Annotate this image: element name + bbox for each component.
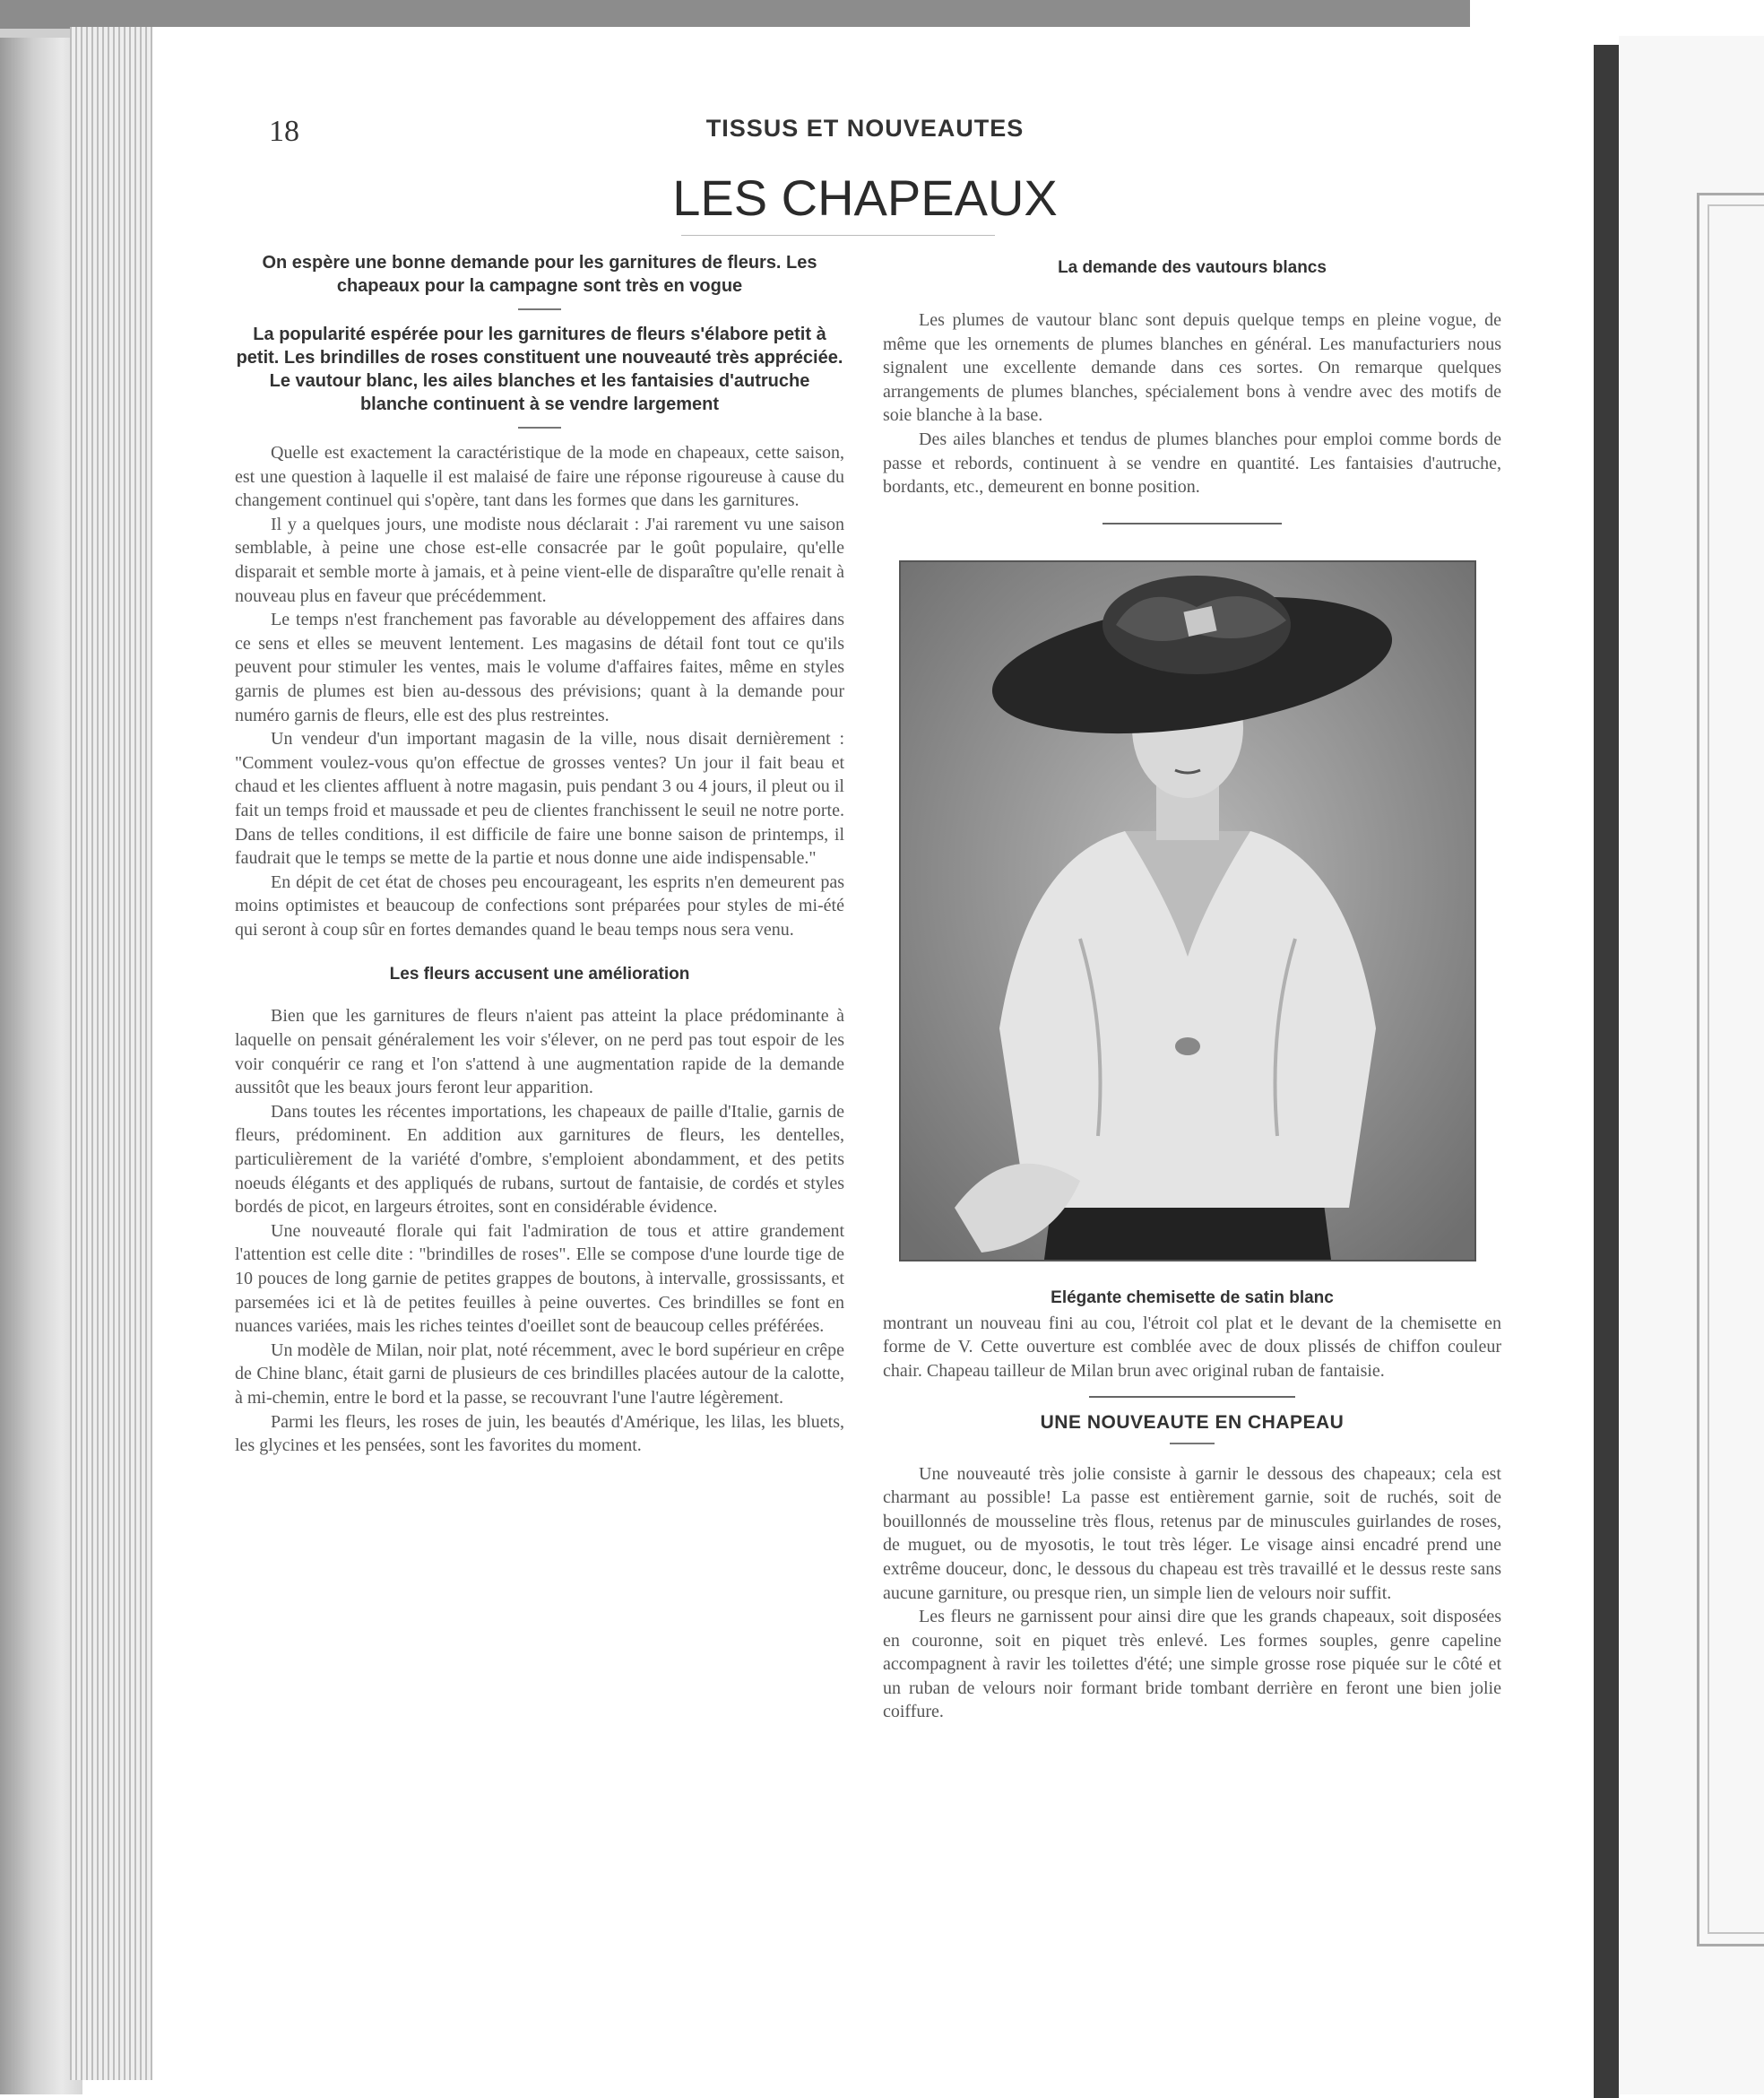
- page-number: 18: [269, 115, 299, 148]
- paragraph: Les plumes de vautour blanc sont depuis quelque temps en pleine vogue, de même que les ornements de plumes blanches en général. Les manufacturiers nous signalent une excellente demande dans ces sortes. On remarque quelques arrangements de plumes blanches, spécialement bons à vendre avec des motifs de soie blanche à la base.: [883, 310, 1501, 426]
- paragraph: Un modèle de Milan, noir plat, noté récemment, avec le bord supérieur en crêpe de Chine blanc, était garni de plusieurs de ces brindilles placées autour de la calotte, à mi-chemin, entre le bord et la passe, se recouvrant l'une l'autre légèrement.: [235, 1339, 844, 1408]
- book-page-edges: [70, 27, 155, 2080]
- journal-title: TISSUS ET NOUVEAUTES: [705, 115, 1025, 142]
- divider-rule: [518, 308, 561, 310]
- photograph: [899, 560, 1476, 1261]
- paragraph: Des ailes blanches et tendus de plumes blanches pour emploi comme bords de passe et rebords, continuent à se vendre en quantité. Les fantaisies d'autruche, bordants, etc., demeurent en bonne position.: [883, 429, 1501, 498]
- paragraph: Le temps n'est franchement pas favorable au développement des affaires dans ce sens et elles se meuvent lentement. Les magasins de détail font tout ce qu'ils peuvent pour stimuler les ventes, mais le volume d'affaires faites, même en styles garnis de plumes est bien au-dessous des prévisions; quant à la demande pour numéro garnis de fleurs, elle est des plus restreintes.: [235, 610, 844, 725]
- divider-rule: [518, 427, 561, 429]
- facing-page-inner-frame: [1708, 204, 1764, 1934]
- paragraph: Une nouveauté florale qui fait l'admiration de tous et attire grandement l'attention est celle dite : "brindilles de roses". Elle se compose d'une lourde tige de 10 pouces de long garnie de petites grappes de boutons, à intervalle, grossissants, et parsemées ici et là de petites feuilles à peine ouvertes. Ces brindilles se font en nuances variées, mais les riches teintes d'oeillet sont de beaucoup celles préférées.: [235, 1220, 844, 1337]
- scan-top-border: [0, 0, 1470, 29]
- caption-text: montrant un nouveau fini au cou, l'étroit col plat et le devant de la chemisette en forme de V. Cette ouverture est comblée avec de doux plissés de chiffon couleur chair. Chapeau tailleur de Milan brun avec original ruban de fantaisie.: [883, 1313, 1501, 1381]
- subhead-1: On espère une bonne demande pour les garnitures de fleurs. Les chapeaux pour la campagne sont très en vogue: [262, 253, 817, 296]
- running-head: [269, 88, 1461, 148]
- section-heading: La demande des vautours blancs: [1058, 258, 1327, 277]
- divider-rule: [1089, 1396, 1295, 1398]
- paragraph: Parmi les fleurs, les roses de juin, les beautés d'Amérique, les lilas, les bluets, les glycines et les pensées, sont les favorites du moment.: [235, 1411, 844, 1456]
- article-title: LES CHAPEAUX: [672, 169, 1058, 226]
- paragraph: Quelle est exactement la caractéristique de la mode en chapeaux, cette saison, est une question à laquelle il est malaisé de faire une réponse rigoureuse à cause du changement continuel qui s'opère, tant dans les formes que dans les garnitures.: [235, 443, 844, 511]
- title-rule: [681, 235, 995, 236]
- left-column: [235, 251, 844, 1458]
- paragraph: Les fleurs ne garnissent pour ainsi dire que les grands chapeaux, soit disposées en couronne, soit en piquet très enlevé. Les formes souples, genre capeline accompagnent à ravir les toilettes d'été; une simple grosse rose piquée sur le côté et un ruban de velours noir formant bride tombant derrière en feront une bien jolie coiffure.: [883, 1607, 1501, 1722]
- divider-rule: [1102, 523, 1282, 524]
- paragraph: Dans toutes les récentes importations, les chapeaux de paille d'Italie, garnis de fleurs, prédominent. En addition aux garnitures de fleurs, les dentelles, particulièrement de la variété d'ombre, s'emploient abondamment, et des petits noeuds élégants et des appliqués de rubans, surtout de fantaisie, de cordés et styles bordés de picot, en largeurs étroites, sont en considérable évidence.: [235, 1101, 844, 1218]
- section-heading-caps: UNE NOUVEAUTE EN CHAPEAU: [1040, 1411, 1345, 1433]
- subhead-2: La popularité espérée pour les garnitures de fleurs s'élabore petit à petit. Les brindilles de roses constituent une nouveauté très appréciée. Le vautour blanc, les ailes blanches et les fantaisies d'autruche blanche continuent à se vendre largement: [236, 325, 843, 414]
- right-column: [883, 251, 1501, 1724]
- paragraph: En dépit de cet état de choses peu encourageant, les esprits n'en demeurent pas moins optimistes et beaucoup de confections sont préparées pour styles de mi-été qui seront à coup sûr en fortes demandes quand le beau temps nous sera venu.: [235, 871, 844, 940]
- paragraph: Bien que les garnitures de fleurs n'aient pas atteint la place prédominante à laquelle on pensait généralement les voir s'élever, on ne perd pas tout espoir de les voir conquérir ce rang et l'on s'attend à une augmentation rapide de la demande aussitôt que les beaux jours feront leur apparition.: [235, 1006, 844, 1098]
- paragraph: Il y a quelques jours, une modiste nous déclarait : J'ai rarement vu une saison semblable, à peine une chose est-elle consacrée par le goût populaire, qu'elle disparait et semble morte à jamais, et à peine vient-elle de disparaître qu'elle renait à nouveau plus en faveur que précédemment.: [235, 514, 844, 606]
- paragraph: Un vendeur d'un important magasin de la ville, nous disait dernièrement : "Comment voulez-vous qu'on effectue de grosses ventes? Un jour il fait beau et chaud et les clientes affluent à notre magasin, puis pendant 3 ou 4 jours, il pleut ou il fait un temps froid et maussade et peu de clientes franchissent le seuil ne notre porte. Dans de telles conditions, il est difficile de faire une bonne saison de printemps, il faudrait que le temps se mette de la partie et nous donne une aide indispensable.": [235, 729, 844, 869]
- woman-in-hat-photo: [901, 562, 1474, 1260]
- divider-rule: [1170, 1443, 1215, 1444]
- paragraph: Une nouveauté très jolie consiste à garnir le dessous des chapeaux; cela est charmant au possible! La passe est entièrement garnie, soit de ruchés, soit de bouillonnés de mousseline très flous, retenus par de minuscules guirlandes de roses, de muguet, ou de myosotis, le tout très léger. Le visage ainsi encadré prend une extrême douceur, donc, le dessous du chapeau est très travaillé et le dessus reste sans aucune garniture, ou presque rien, un simple lien de velours noir suffit.: [883, 1463, 1501, 1603]
- section-heading: Les fleurs accusent une amélioration: [389, 965, 690, 984]
- photo-caption: Elégante chemisette de satin blanc: [1051, 1287, 1334, 1307]
- book-spine-shadow: [1594, 45, 1619, 2098]
